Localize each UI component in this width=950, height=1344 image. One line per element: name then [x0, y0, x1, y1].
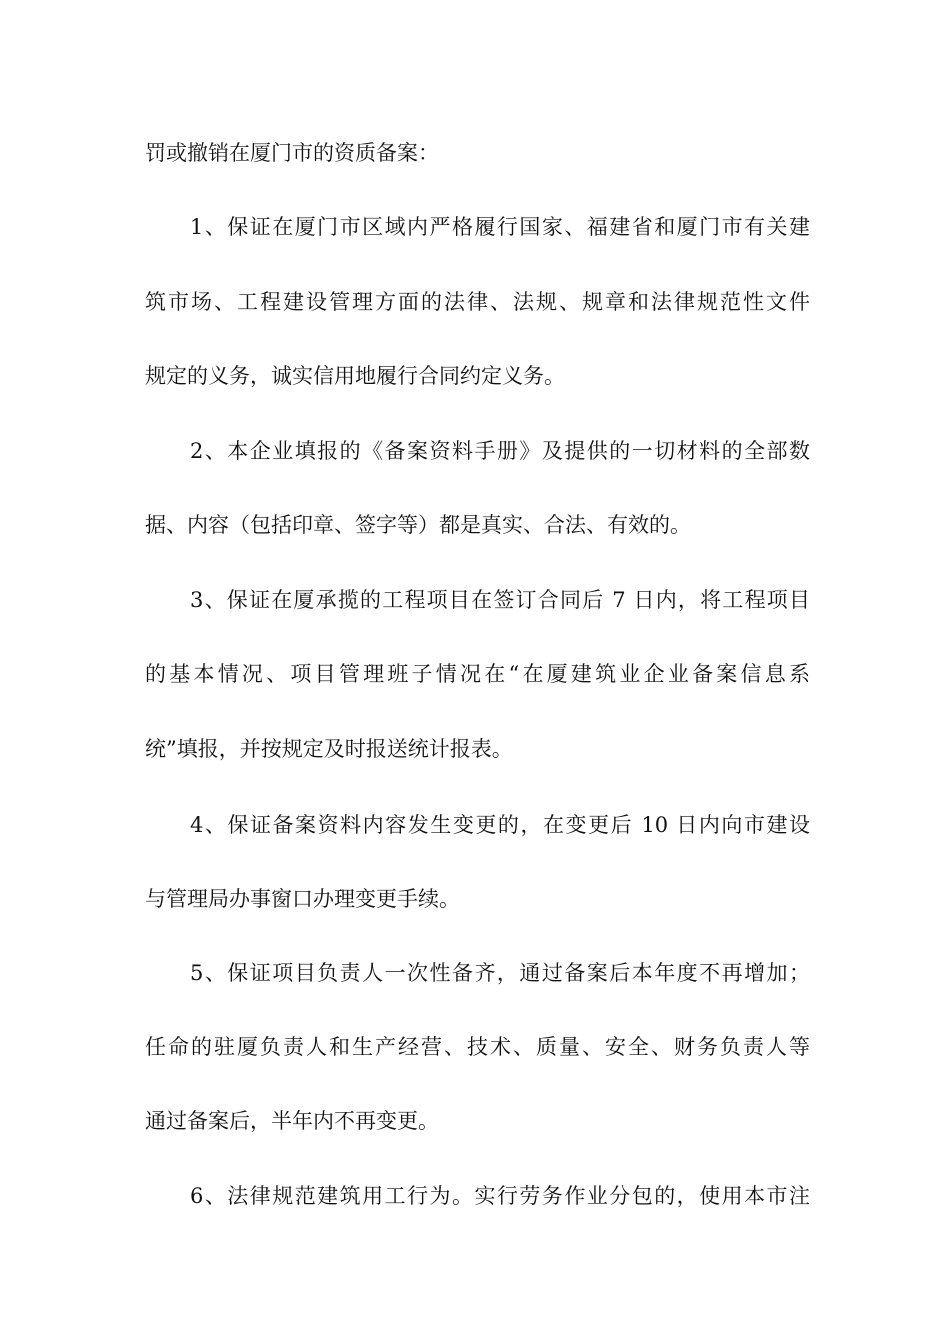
text-line: 筑市场、工程建设管理方面的法律、法规、规章和法律规范性文件 [145, 290, 810, 314]
clause-2-line: 2、本企业填报的《备案资料手册》及提供的一切材料的全部数 [190, 439, 810, 463]
text-line: 通过备案后，半年内不再变更。 [145, 1109, 439, 1133]
clause-4-line: 4、保证备案资料内容发生变更的，在变更后 10 日内向市建设 [190, 813, 810, 837]
clause-5-line: 5、保证项目负责人一次性备齐，通过备案后本年度不再增加； [190, 961, 810, 985]
clause-6-line: 6、法律规范建筑用工行为。实行劳务作业分包的，使用本市注 [190, 1184, 810, 1208]
text-line: 与管理局办事窗口办理变更手续。 [145, 887, 460, 911]
text-line: 统”填报，并按规定及时报送统计报表。 [145, 737, 513, 761]
clause-3-line: 3、保证在厦承揽的工程项目在签订合同后 7 日内，将工程项目 [190, 588, 810, 612]
text-line: 任命的驻厦负责人和生产经营、技术、质量、安全、财务负责人等 [145, 1035, 810, 1059]
text-line: 罚或撤销在厦门市的资质备案： [145, 141, 439, 165]
text-line: 的基本情况、项目管理班子情况在“在厦建筑业企业备案信息系 [145, 662, 810, 686]
clause-1-line: 1、保证在厦门市区域内严格履行国家、福建省和厦门市有关建 [190, 215, 810, 239]
text-line: 据、内容（包括印章、签字等）都是真实、合法、有效的。 [145, 513, 691, 537]
text-line: 规定的义务，诚实信用地履行合同约定义务。 [145, 364, 565, 388]
